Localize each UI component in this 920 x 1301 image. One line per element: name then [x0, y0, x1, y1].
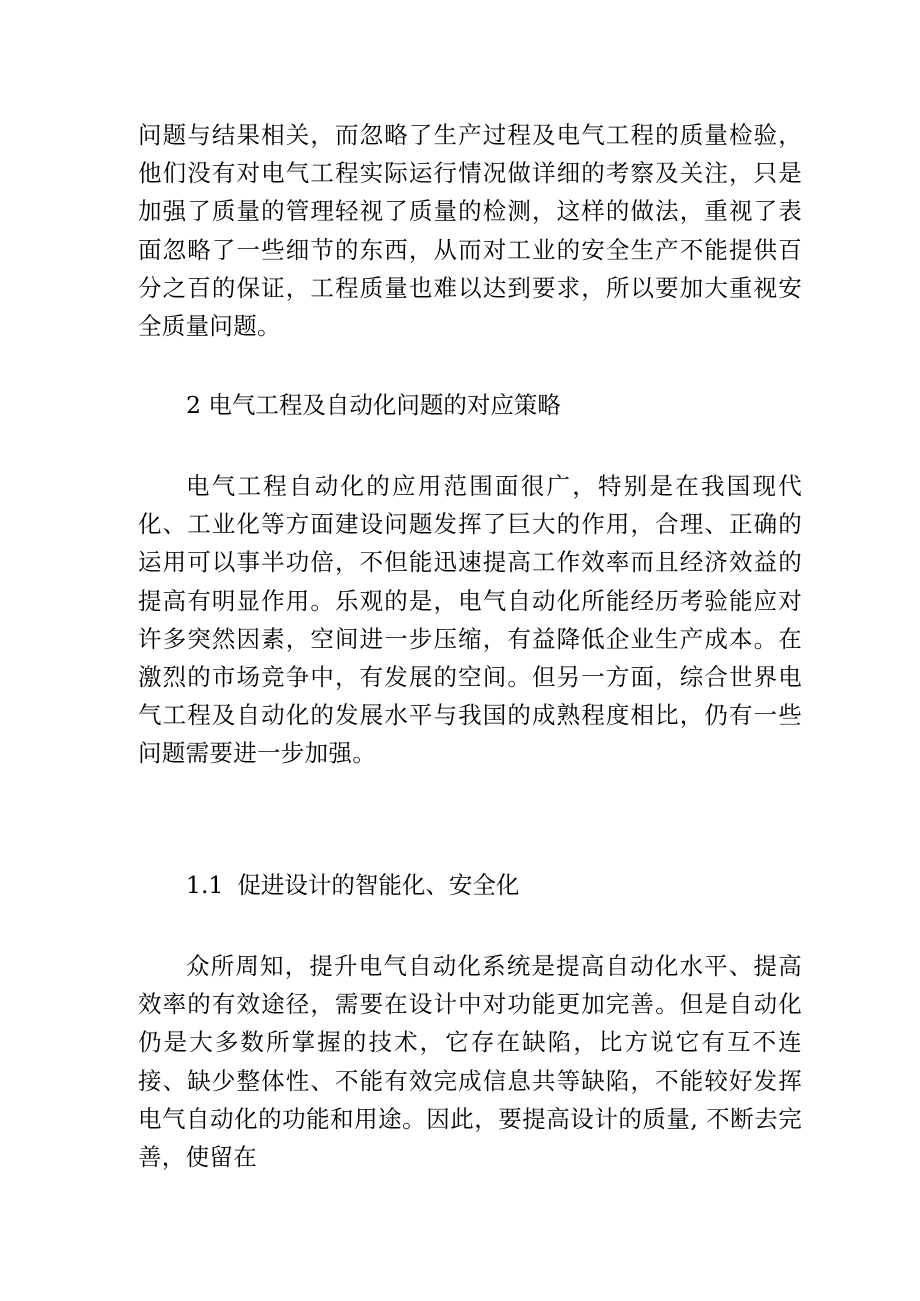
subsection-title: 促进设计的智能化、安全化	[237, 871, 520, 899]
subsection-number: 1.1	[186, 871, 224, 899]
body-paragraph: 问题与结果相关，而忽略了生产过程及电气工程的质量检验，他们没有对电气工程实际运行情况做详细的考察及关注，只是加强了质量的管理轻视了质量的检测，这样的做法，重视了表面忽略了一些细节的东西，从而对工业的安全生产不能提供百分之百的保证，工程质量也难以达到要求，所以要加大重视安全质量问题。	[138, 121, 802, 341]
body-paragraph: 众所周知，提升电气自动化系统是提高自动化水平、提高效率的有效途径，需要在设计中对功能更加完善。但是自动化仍是大多数所掌握的技术，它存在缺陷，比方说它有互不连接、缺少整体性、不能有效完成信息共等缺陷，不能较好发挥电气自动化的功能和用途。因此，要提高设计的质量, 不断去完善，使留在	[138, 952, 802, 1172]
body-paragraph: 电气工程自动化的应用范围面很广，特别是在我国现代化、工业化等方面建设问题发挥了巨大的作用，合理、正确的运用可以事半功倍，不但能迅速提高工作效率而且经济效益的提高有明显作用。乐观的是，电气自动化所能经历考验能应对许多突然因素，空间进一步压缩，有益降低企业生产成本。在激烈的市场竞争中，有发展的空间。但另一方面，综合世界电气工程及自动化的发展水平与我国的成熟程度相比，仍有一些问题需要进一步加强。	[138, 472, 802, 768]
section-heading: 2 电气工程及自动化问题的对应策略	[186, 391, 561, 419]
subsection-heading	[186, 866, 806, 904]
